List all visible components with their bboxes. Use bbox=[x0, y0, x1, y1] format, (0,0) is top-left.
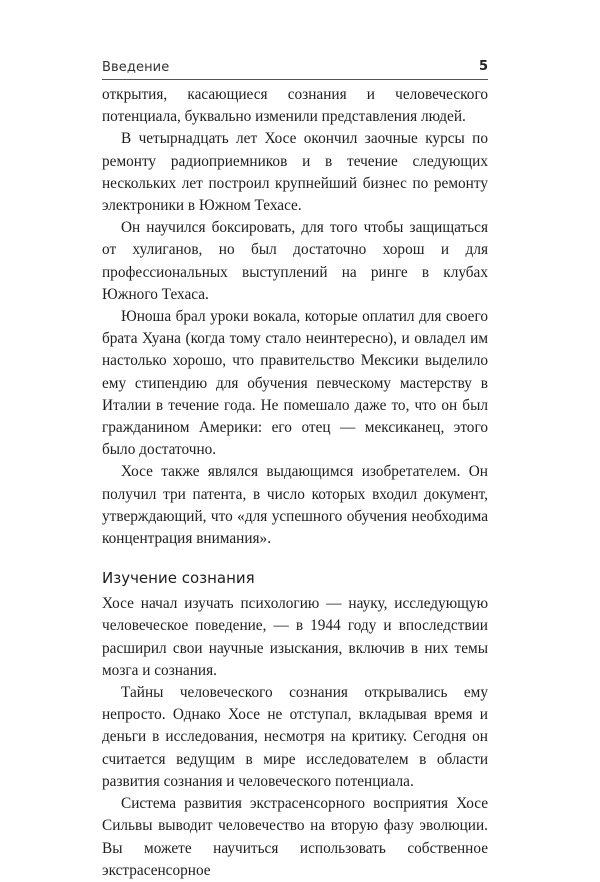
body-text bbox=[102, 84, 488, 882]
header-rule bbox=[102, 79, 488, 80]
paragraph-8: Система развития экстрасенсорного восприятия Хосе Сильвы выводит человечество на вторую фазу эволюции. Вы можете научиться использовать собственное экстрасенсорное bbox=[102, 795, 488, 879]
paragraph-6: Хосе начал изучать психологию — науку, исследующую человеческое поведение, — в 1944 году и впоследствии расширил свои научные изыскания, включив в них темы мозга и сознания. bbox=[102, 595, 488, 679]
paragraph-3: Он научился боксировать, для того чтобы защищаться от хулиганов, но был достаточно хорош и для профессиональных выступлений на ринге в клубах Южного Техаса. bbox=[102, 219, 488, 303]
paragraph-7: Тайны человеческого сознания открывались ему непросто. Однако Хосе не отступал, вкладывая время и деньги в исследования, несмотря на критику. Сегодня он считается ведущим в мире исследователем в области развития сознания и человеческого потенциала. bbox=[102, 684, 488, 790]
paragraph-2: В четырнадцать лет Хосе окончил заочные курсы по ремонту радиоприемников и в течение следующих нескольких лет построил крупнейший бизнес по ремонту электроники в Южном Техасе. bbox=[102, 130, 488, 215]
running-header bbox=[102, 58, 488, 80]
paragraph-4: Юноша брал уроки вокала, которые оплатил для своего брата Хуана (когда тому стало неинтересно), и овладел им настолько хорошо, что правительство Мексики выделило ему стипендию для обучения певческому мастерству в Италии в течение года. Не помешало даже то, что он был гражданином Америки: его отец — мексиканец, этого было достаточно. bbox=[102, 308, 488, 459]
section-title: Введение bbox=[102, 60, 170, 75]
section-heading: Изучение сознания bbox=[102, 569, 255, 588]
page-number: 5 bbox=[478, 59, 488, 74]
paragraph-1: открытия, касающиеся сознания и человеческого потенциала, буквально изменили представления людей. bbox=[102, 86, 488, 126]
paragraph-5: Хосе также являлся выдающимся изобретателем. Он получил три патента, в число которых входил документ, утверждающий, что «для успешного обучения необходима концентрация внимания». bbox=[102, 463, 488, 548]
